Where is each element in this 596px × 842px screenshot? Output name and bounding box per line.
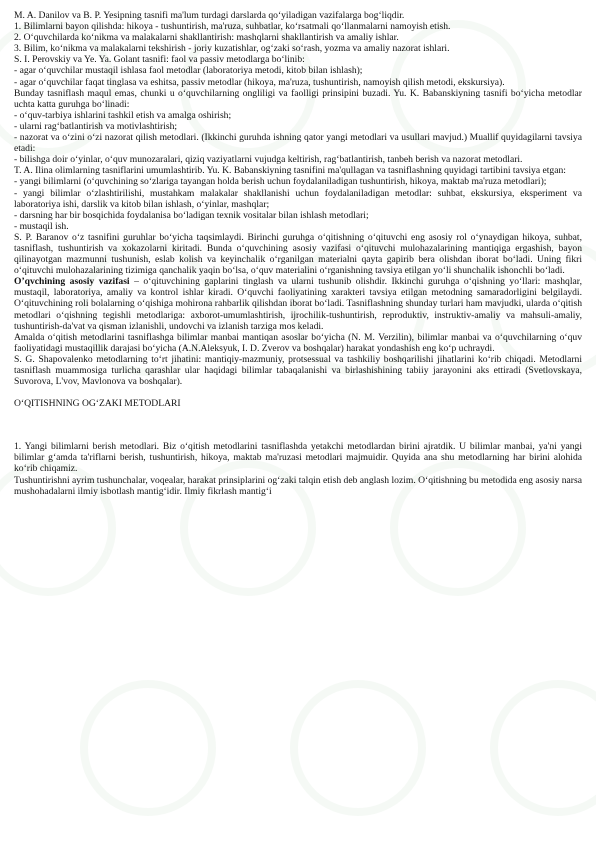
- list-item: 3. Bilim, ko‘nikma va malakalarni tekshirish - joriy kuzatishlar, og‘zaki so‘rash, yozma va amaliy nazorat ishlari.: [14, 43, 450, 55]
- paragraph-baranov: S. P. Baranov o‘z tasnifini guruhlar bo‘yicha taqsimlaydi. Birinchi guruhga o‘qitishning o‘qituvchi eng asosiy rol o‘ynaydigan hikoya, suhbat, tasniflash, tushuntirish va xokazolarni kiritadi. Bunda o‘quvchining asosiy vazifasi o‘qituvchi mulohazalarining mantiqiga ergashish, bayon qilinayotgan mazmunni tushunish, eslab kolish va keyinchalik o‘rganilgan materialni qayta gapirib bera olishdan iborat bo‘ladi. Uning fikri o‘qituvchi mulohazalarining tizimiga qanchalik yaqin bo‘lsa, o‘quv materialini o‘rganishning tavsiya etilgan yo‘li shunchalik ishonchli bo‘ladi.: [14, 231, 582, 277]
- document-page: [14, 10, 582, 497]
- paragraph-verzilin: Amalda o‘qitish metodlarini tasniflashga bilimlar manbai mantiqan asoslar bo‘yicha (N. M. Verzilin), bilimlar manbai va o‘quvchilarning o‘quv faoliyatidagi mustaqillik darajasi bo‘yicha (A.N.Aleksyuk, I. D. Zverov va boshqalar) harakat yondashish eng ko‘p uchraydi.: [14, 331, 582, 354]
- paragraph-babanskiy: Bunday tasniflash maqul emas, chunki u o‘quvchilarning ongliligi va faolligi prinsipini buzadi. Yu. K. Babanskiyning tasnifi bo‘yicha metodlar uchta katta guruhga bo‘linadi:: [14, 87, 582, 110]
- list-item: - darsning har bir bosqichida foydalanisa bo‘ladigan texnik vositalar bilan ishlash metodlari;: [14, 209, 369, 221]
- paragraph-new-knowledge: 1. Yangi bilimlarni berish metodlari. Biz o‘qitish metodlarini tasniflashda yetakchi metodlardan birini ajratdik. U bilimlar manbai, ya'ni yangi bilimlar g‘amda ta'riflarni berish, tushuntirish, hikoya, maktab ma'ruzasi metodlari majmuidir. Quyida ana shu metodlarning har birini alohida ko‘rib chiqamiz.: [14, 441, 582, 475]
- paragraph-ilina: T. A. Ilina olimlarning tasniflarini umumlashtirib. Yu. K. Babanskiyning tasnifini ma'qullagan va tasniflashning quyidagi tartibini tavsiya etgan:: [14, 165, 566, 177]
- list-item: 2. O‘quvchilarda ko‘nikma va malakalarni shakllantirish: mashqlarni shakllantirish va amaliy ishlar.: [14, 32, 399, 44]
- list-item: - ularni rag‘batlantirish va motivlashtirish;: [14, 120, 178, 132]
- paragraph-explanation: Tushuntirishni ayrim tushunchalar, voqealar, harakat prinsiplarini og‘zaki talqin etish deb anglash lozim. O‘qitishning bu metodida eng asosiy narsa mushohadalarni ilmiy isbotlash mantig‘idir. Ilmiy fikrlash mantig‘i: [14, 474, 582, 497]
- list-item: - bilishga doir o‘yinlar, o‘quv munozaralari, qiziq vaziyatlarni vujudga keltirish, rag‘batlantirish, tanbeh berish va nazorat metodlari.: [14, 154, 523, 166]
- paragraph-shapovalenko: S. G. Shapovalenko metodlarning to‘rt jihatini: mantiqiy-mazmuniy, protsessual va tashkiliy boshqarilishi jihatlarini ko‘rib chiqadi. Metodlarni tasniflash muammosiga turlicha qarashlar ular haqidagi bilimlar tabaqalanishi va birlashishining tabiiy jarayonini aks ettiradi (Svetlovskaya, Suvorova, L'vov, Mavlonova va boshqalar).: [14, 353, 582, 388]
- list-item: - nazorat va o‘zini o‘zi nazorat qilish metodlari. (Ikkinchi guruhda ishning qator yangi metodlari va usullari mavjud.) Muallif quyidagilarni tavsiya etadi:: [14, 132, 582, 155]
- list-item: - yangi bilimlarni (o‘quvchining so‘zlariga tayangan holda berish uchun foydalaniladigan tushuntirish, hikoya, maktab ma'ruza metodlari);: [14, 176, 547, 188]
- list-item: - yangi bilimlar o‘zlashtirilishi, mustahkam malakalar shakllanishi uchun foydalaniladigan metodlar: suhbat, ekskursiya, eksperiment va laboratoriya ishi, darslik va kitob bilan ishlash, o‘yinlar, mashqlar;: [14, 187, 582, 210]
- bold-lead-text: O’qvchining asosiy vazifasi: [14, 276, 130, 288]
- section-heading: O‘QITISHNING OG‘ZAKI METODLARI: [14, 398, 181, 410]
- list-item: - agar o‘quvchilar mustaqil ishlasa faol metodlar (laboratoriya metodi, kitob bilan ishlash);: [14, 65, 363, 77]
- paragraph-main-activity-text: – o‘qituvchining gaplarini tinglash va ularni tushunib olishdir. Ikkinchi guruhga o‘qishning yo‘llari: mashqlar, mustaqil, laboratoriya, amaliy va kontrol ishlar kiradi. O‘quvchi faoliyatining xarakteri tavsiya etilgan metodning samaradorligini belgilaydi. O‘qituvchining roli bolalarning o‘qishiga mohirona rahbarlik qilishdan iborat bo‘ladi. Tasniflashning shunday turlari ham mavjudki, ularda o‘qitish metodlari o‘qishning tegishli metodlariga: axborot-umumlashtirish, ijrochilik-tushuntirish, reproduktiv, instruktiv-amaliy va mahsuli-amaliy, tushuntirish-da'vat va qisman izlanishli, undovchi va izlanish tarziga mos keladi.: [14, 276, 582, 332]
- paragraph-perovskiy: S. I. Perovskiy va Ye. Ya. Golant tasnifi: faol va passiv metodlarga bo‘linib:: [14, 54, 305, 66]
- paragraph-danilov: M. A. Danilov va B. P. Yesipning tasnifi ma'lum turdagi darslarda qo‘yiladigan vazifalarga bog‘liqdir.: [14, 10, 405, 21]
- list-item: - agar o‘quvchilar faqat tinglasa va eshitsa, passiv metodlar (hikoya, ma'ruza, tushuntirish, namoyish qilish metodi, ekskursiya).: [14, 76, 505, 88]
- list-item: - o‘quv-tarbiya ishlarini tashkil etish va amalga oshirish;: [14, 109, 232, 121]
- list-item: 1. Bilimlarni bayon qilishda: hikoya - tushuntirish, ma'ruza, suhbatlar, ko‘rsatmali qo‘llanmalarni namoyish etish.: [14, 21, 451, 33]
- paragraph-main-activity: [14, 276, 582, 331]
- list-item: - mustaqil ish.: [14, 220, 69, 232]
